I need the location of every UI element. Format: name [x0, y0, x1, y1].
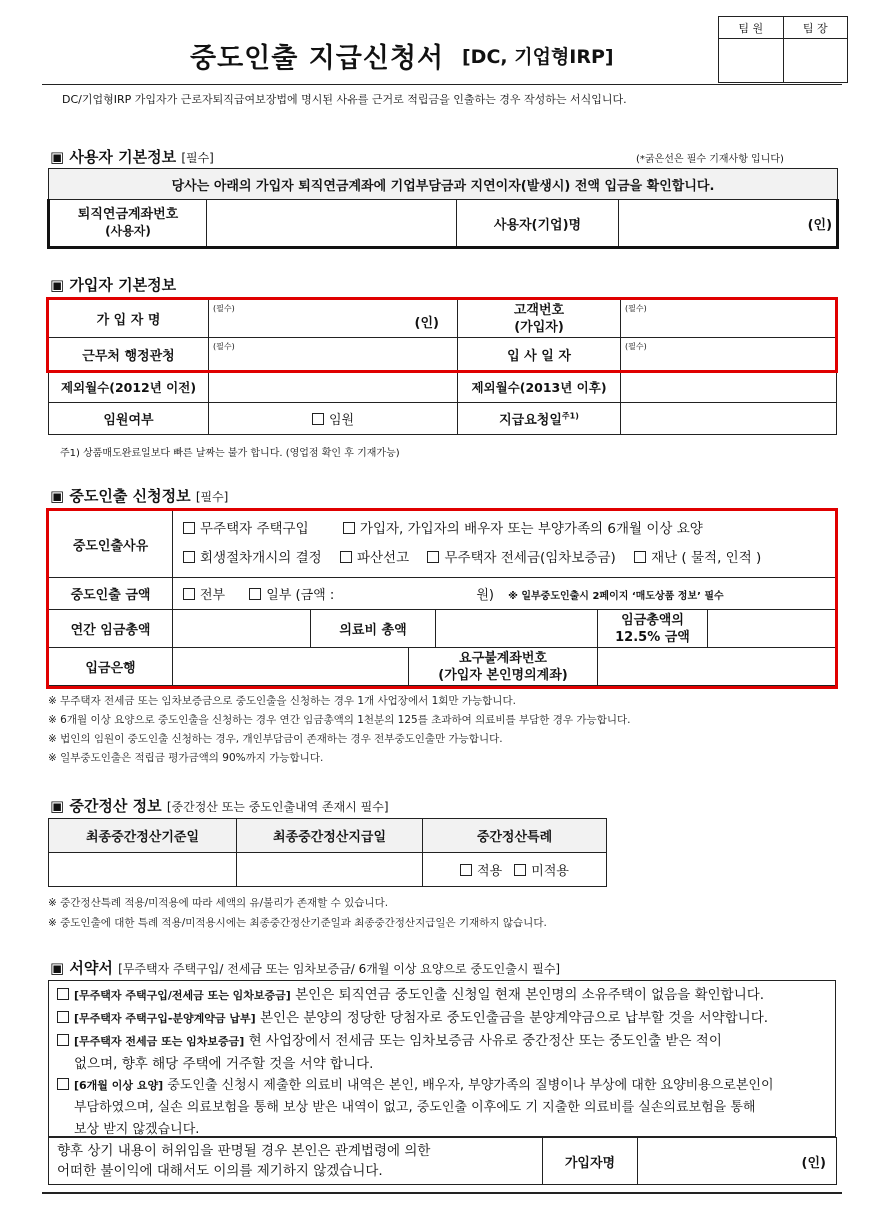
seal-mark: (인): [801, 1155, 826, 1171]
checkbox-icon: [183, 588, 195, 600]
executive-label: 임원여부: [49, 403, 209, 435]
section-marker-icon: ▣: [50, 797, 65, 815]
approval-member-label: 팀 원: [719, 17, 784, 39]
interim-table: [48, 818, 607, 887]
medical-cost-field[interactable]: [436, 610, 598, 648]
note-item: ※ 중도인출에 대한 특례 적용/미적용시에는 최종중간정산기준일과 최종중간정산지급일은 기재하지 않습니다.: [48, 917, 547, 929]
customer-number-label: 고객번호 (가입자): [458, 300, 621, 338]
deposit-bank-field[interactable]: [173, 648, 409, 686]
approval-box: [718, 16, 848, 83]
excluded-months-2012-label: 제외월수(2012년 이전): [49, 371, 209, 403]
amount-all-option[interactable]: 전부: [183, 588, 225, 603]
customer-number-field[interactable]: (필수): [621, 300, 837, 338]
amount-note: ※ 일부중도인출시 2페이지 ‘매도상품 정보’ 필수: [508, 591, 724, 602]
payment-account-label: 요구불계좌번호 (가입자 본인명의계좌): [409, 648, 598, 686]
special-notapply-option[interactable]: 미적용: [514, 864, 569, 879]
disclaimer: 향후 상기 내용이 허위임을 판명될 경우 본인은 관계법령에 의한 어떠한 불이익에 대해서도 이의를 제기하지 않겠습니다.: [49, 1138, 543, 1185]
form-description: DC/기업형IRP 가입자가 근로자퇴직급여보장법에 명시된 사유를 근거로 적립금을 인출하는 경우 작성하는 서식입니다.: [62, 93, 627, 106]
annual-wage-field[interactable]: [173, 610, 311, 648]
reason-bankruptcy[interactable]: 파산선고: [340, 550, 409, 566]
section-interim-title: ▣ 중간정산 정보 [중간정산 또는 중도인출내역 존재시 필수]: [50, 797, 389, 815]
seal-mark: (인): [807, 217, 833, 233]
signature-table: [48, 1137, 837, 1185]
join-date-field[interactable]: (필수): [621, 338, 837, 371]
note-item: ※ 중간정산특례 적용/미적용에 따라 세액의 유/불리가 존재할 수 있습니다.: [48, 897, 389, 909]
excluded-months-2013-field[interactable]: [621, 371, 837, 403]
interim-special-options: [423, 853, 607, 887]
checkbox-icon: [57, 1078, 69, 1090]
approval-leader-label: 팀 장: [783, 17, 848, 39]
amount-label: 중도인출 금액: [49, 578, 173, 610]
section-marker-icon: ▣: [50, 959, 65, 977]
amount-partial-option[interactable]: 일부 (금액 :: [249, 588, 334, 603]
pension-account-label: 퇴직연금계좌번호 (사용자): [49, 200, 207, 248]
header-rule: [42, 84, 842, 85]
section-marker-icon: ▣: [50, 487, 65, 505]
excluded-months-2013-label: 제외월수(2013년 이후): [458, 371, 621, 403]
required-note: (*굵은선은 필수 기재사항 입니다): [636, 154, 784, 165]
checkbox-icon: [183, 522, 195, 534]
section-marker-icon: ▣: [50, 148, 65, 166]
reason-rehabilitation[interactable]: 회생절차개시의 결정: [183, 550, 322, 566]
pledge-item-home[interactable]: [무주택자 주택구입/전세금 또는 임차보증금] 본인은 퇴직연금 중도인출 신청일 현재 본인명의 소유주택이 없음을 확인합니다.: [57, 984, 827, 1007]
signer-name-label: 가입자명: [543, 1138, 638, 1185]
pledge-item-presale[interactable]: [무주택자 주택구입-분양계약금 납부] 본인은 분양의 정당한 당첨자로 중도인출금을 분양계약금으로 납부할 것을 서약합니다.: [57, 1007, 827, 1030]
seal-mark: (인): [414, 316, 439, 331]
request-date-field[interactable]: [621, 403, 837, 435]
footer-rule: [42, 1192, 842, 1194]
section-marker-icon: ▣: [50, 276, 65, 294]
checkbox-icon: [634, 551, 646, 563]
pledge-item-lease[interactable]: [무주택자 전세금 또는 임차보증금] 현 사업장에서 전세금 또는 임차보증금 사유로 중간정산 또는 중도인출 받은 적이 없으며, 향후 해당 주택에 거주할 것을 서약 합니다.: [57, 1030, 827, 1075]
note-item: ※ 법인의 임원이 중도인출 신청하는 경우, 개인부담금이 존재하는 경우 전부중도인출만 가능합니다.: [48, 733, 503, 745]
note-item: ※ 6개월 이상 요양으로 중도인출을 신청하는 경우 연간 임금총액의 1천분의 125를 초과하여 의료비를 부담한 경우 가능합니다.: [48, 714, 631, 726]
interim-pay-date-field[interactable]: [237, 853, 423, 887]
office-field[interactable]: (필수): [209, 338, 458, 371]
reason-options: [173, 511, 837, 578]
join-date-label: 입 사 일 자: [458, 338, 621, 371]
pledge-item-medical[interactable]: [6개월 이상 요양] 중도인출 신청시 제출한 의료비 내역은 본인, 배우자, 부양가족의 질병이나 부상에 대한 요양비용으로본인이 부담하였으며, 실손 의료보험을 통해 보상 받은 내역이 없고, 중도인출 이후에도 기 지출한 의료비를 실손의료보험을 통해 보상 받지 않겠습니다.: [57, 1075, 827, 1141]
approval-leader-sign[interactable]: [783, 39, 848, 83]
pledge-box: [48, 980, 836, 1137]
company-name-field[interactable]: [619, 200, 838, 248]
member-footnote: 주1) 상품매도완료일보다 빠른 날짜는 불가 합니다. (영업점 확인 후 기재가능): [60, 448, 400, 459]
payment-account-field[interactable]: [598, 648, 837, 686]
member-table: [48, 299, 837, 435]
deposit-confirmation: 당사는 아래의 가입자 퇴직연금계좌에 기업부담금과 지연이자(발생시) 전액 입금을 확인합니다.: [49, 169, 838, 200]
checkbox-icon: [340, 551, 352, 563]
checkbox-icon: [183, 551, 195, 563]
checkbox-icon: [57, 988, 69, 1000]
checkbox-icon: [57, 1034, 69, 1046]
checkbox-icon: [57, 1011, 69, 1023]
checkbox-icon: [312, 413, 324, 425]
checkbox-icon: [427, 551, 439, 563]
medical-cost-label: 의료비 총액: [311, 610, 436, 648]
interim-base-date-header: 최종중간정산기준일: [49, 819, 237, 853]
withdrawal-notes: [48, 692, 630, 768]
checkbox-icon: [514, 864, 526, 876]
wage-125-field[interactable]: [708, 610, 837, 648]
wage-125-label: 임금총액의 12.5% 금액: [598, 610, 708, 648]
employer-table: [47, 168, 839, 249]
reason-label: 중도인출사유: [49, 511, 173, 578]
pension-account-field[interactable]: [207, 200, 457, 248]
reason-home-purchase[interactable]: 무주택자 주택구입: [183, 521, 309, 537]
interim-pay-date-header: 최종중간정산지급일: [237, 819, 423, 853]
amount-field: [173, 578, 837, 610]
member-name-field[interactable]: (필수) (인): [209, 300, 458, 338]
deposit-bank-label: 입금은행: [49, 648, 173, 686]
interim-notes: [48, 893, 547, 933]
won-unit: 원): [476, 588, 494, 603]
checkbox-icon: [460, 864, 472, 876]
note-item: ※ 무주택자 전세금 또는 임차보증금으로 중도인출을 신청하는 경우 1개 사업장에서 1회만 가능합니다.: [48, 695, 516, 707]
note-item: ※ 일부중도인출은 적립금 평가금액의 90%까지 가능합니다.: [48, 752, 324, 764]
section-member-title: ▣ 가입자 기본정보: [50, 276, 177, 294]
checkbox-icon: [343, 522, 355, 534]
section-pledge-title: ▣ 서약서 [무주택자 주택구입/ 전세금 또는 임차보증금/ 6개월 이상 요양으로 중도인출시 필수]: [50, 959, 561, 977]
reason-medical-care[interactable]: 가입자, 가입자의 배우자 또는 부양가족의 6개월 이상 요양: [343, 521, 703, 537]
withdrawal-table: [48, 510, 837, 686]
checkbox-icon: [249, 588, 261, 600]
reason-disaster[interactable]: 재난 ( 물적, 인적 ): [634, 550, 761, 566]
company-name-label: 사용자(기업)명: [457, 200, 619, 248]
annual-wage-label: 연간 임금총액: [49, 610, 173, 648]
reason-lease-deposit[interactable]: 무주택자 전세금(임차보증금): [427, 550, 615, 566]
excluded-months-2012-field[interactable]: [209, 371, 458, 403]
executive-checkbox[interactable]: 임원: [209, 403, 458, 435]
page-title-suffix: [DC, 기업형IRP]: [462, 46, 614, 68]
interim-special-header: 중간정산특례: [423, 819, 607, 853]
section-employer-title: ▣ 사용자 기본정보 [필수]: [50, 148, 214, 166]
special-apply-option[interactable]: 적용: [460, 864, 502, 879]
interim-base-date-field[interactable]: [49, 853, 237, 887]
approval-member-sign[interactable]: [719, 39, 784, 83]
request-date-label: 지급요청일$^{주1)}$: [458, 403, 621, 435]
member-name-label: 가 입 자 명: [49, 300, 209, 338]
section-withdrawal-title: ▣ 중도인출 신청정보 [필수]: [50, 487, 229, 505]
page-title: 중도인출 지급신청서: [190, 43, 445, 74]
signer-name-field[interactable]: [638, 1138, 837, 1185]
office-label: 근무처 행정관청: [49, 338, 209, 371]
